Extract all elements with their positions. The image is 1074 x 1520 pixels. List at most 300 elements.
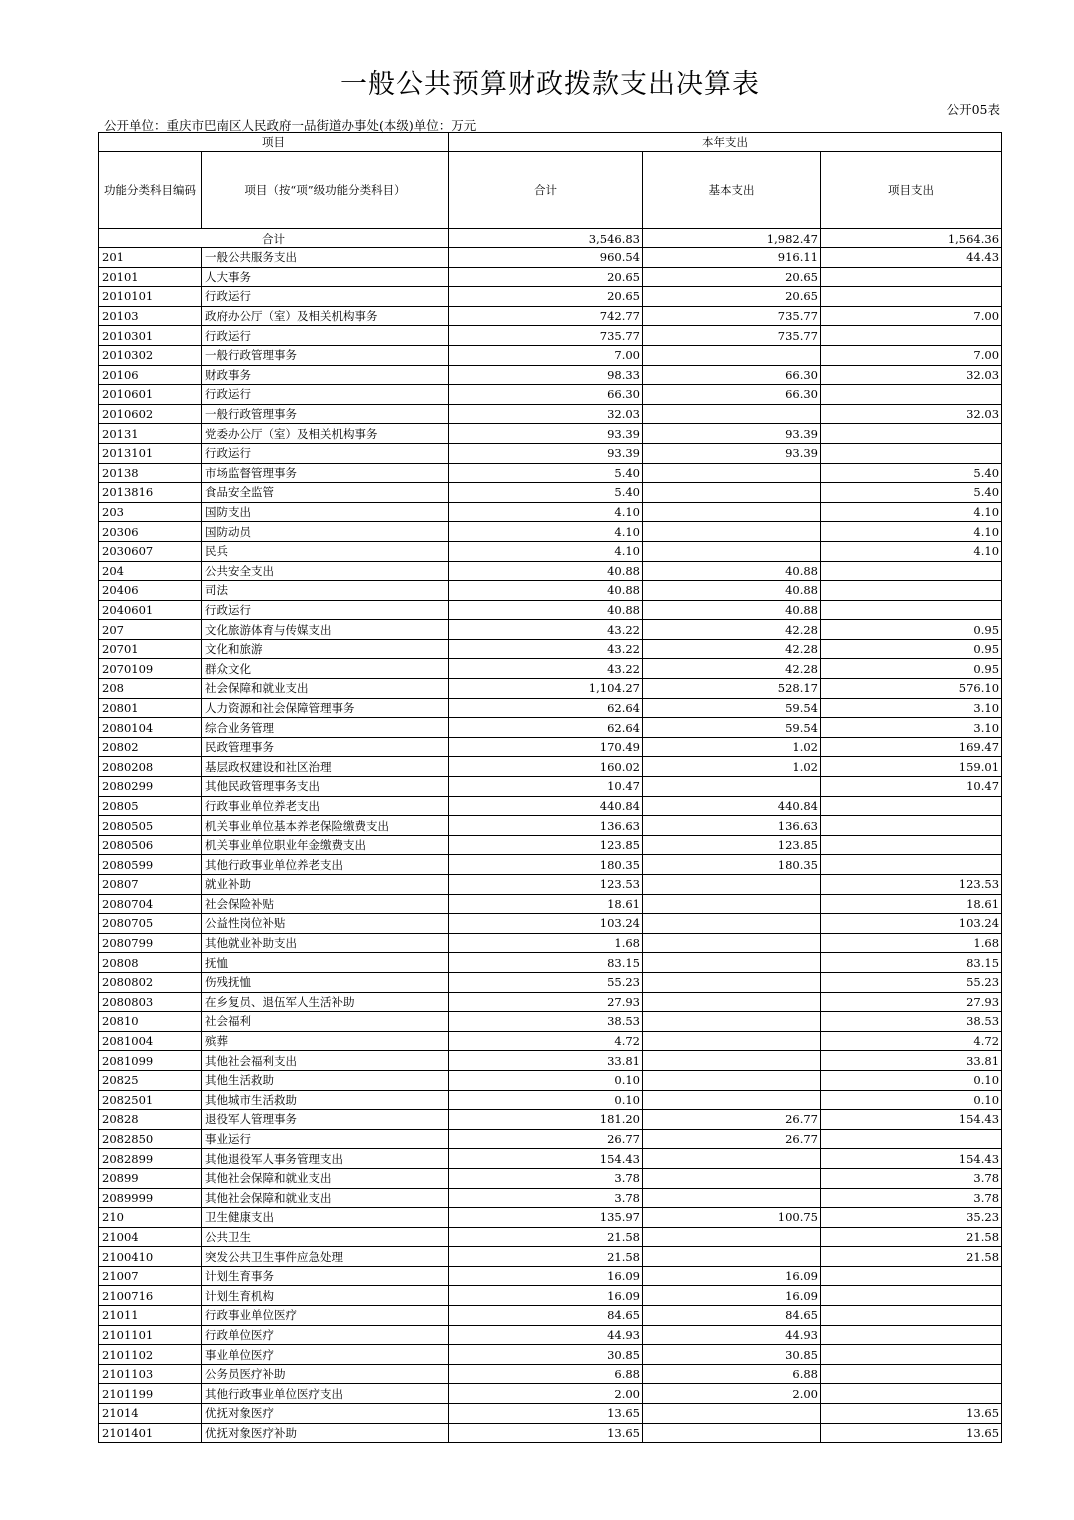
cell-name: 机关事业单位基本养老保险缴费支出	[202, 816, 449, 836]
header-current-year: 本年支出	[449, 133, 1002, 152]
total-total: 3,546.83	[449, 229, 643, 248]
cell-project: 38.53	[821, 1012, 1002, 1032]
cell-code: 21004	[99, 1227, 202, 1247]
cell-basic: 1.02	[643, 757, 821, 777]
cell-name: 卫生健康支出	[202, 1208, 449, 1228]
cell-name: 抚恤	[202, 953, 449, 973]
cell-name: 社会保障和就业支出	[202, 679, 449, 699]
cell-name: 公务员医疗补助	[202, 1364, 449, 1384]
cell-project: 576.10	[821, 679, 1002, 699]
cell-basic: 40.88	[643, 561, 821, 581]
cell-basic	[643, 541, 821, 561]
table-row	[99, 1423, 1002, 1443]
cell-total: 26.77	[449, 1129, 643, 1149]
table-row	[99, 326, 1002, 346]
cell-name: 计划生育机构	[202, 1286, 449, 1306]
header-row-2	[99, 152, 1002, 229]
cell-code: 21014	[99, 1404, 202, 1424]
cell-basic	[643, 1227, 821, 1247]
cell-total: 84.65	[449, 1306, 643, 1326]
cell-total: 40.88	[449, 561, 643, 581]
cell-code: 2080104	[99, 718, 202, 738]
cell-project: 154.43	[821, 1110, 1002, 1130]
cell-total: 170.49	[449, 737, 643, 757]
cell-name: 就业补助	[202, 875, 449, 895]
cell-basic: 26.77	[643, 1129, 821, 1149]
cell-code: 2080505	[99, 816, 202, 836]
cell-total: 4.72	[449, 1031, 643, 1051]
cell-name: 人力资源和社会保障管理事务	[202, 698, 449, 718]
cell-code: 208	[99, 679, 202, 699]
cell-code: 2030607	[99, 541, 202, 561]
table-row	[99, 1384, 1002, 1404]
cell-total: 0.10	[449, 1090, 643, 1110]
table-row	[99, 1110, 1002, 1130]
cell-total: 440.84	[449, 796, 643, 816]
total-row	[99, 229, 1002, 248]
cell-code: 20138	[99, 463, 202, 483]
cell-name: 文化旅游体育与传媒支出	[202, 620, 449, 640]
cell-name: 司法	[202, 581, 449, 601]
cell-basic	[643, 992, 821, 1012]
cell-code: 20306	[99, 522, 202, 542]
cell-code: 2080705	[99, 914, 202, 934]
cell-project: 0.10	[821, 1070, 1002, 1090]
cell-name: 优抚对象医疗补助	[202, 1423, 449, 1443]
table-row	[99, 248, 1002, 268]
cell-code: 20899	[99, 1168, 202, 1188]
cell-total: 3.78	[449, 1168, 643, 1188]
cell-name: 行政运行	[202, 443, 449, 463]
cell-code: 20825	[99, 1070, 202, 1090]
cell-project: 5.40	[821, 483, 1002, 503]
table-row	[99, 698, 1002, 718]
cell-basic: 123.85	[643, 835, 821, 855]
cell-basic	[643, 483, 821, 503]
table-row	[99, 541, 1002, 561]
table-row	[99, 933, 1002, 953]
cell-basic: 30.85	[643, 1345, 821, 1365]
cell-name: 人大事务	[202, 267, 449, 287]
cell-name: 国防支出	[202, 502, 449, 522]
cell-total: 135.97	[449, 1208, 643, 1228]
cell-basic: 440.84	[643, 796, 821, 816]
cell-code: 2089999	[99, 1188, 202, 1208]
table-row	[99, 1325, 1002, 1345]
table-row	[99, 483, 1002, 503]
cell-project: 3.10	[821, 718, 1002, 738]
total-project: 1,564.36	[821, 229, 1002, 248]
cell-total: 43.22	[449, 639, 643, 659]
cell-project: 55.23	[821, 972, 1002, 992]
cell-basic: 66.30	[643, 385, 821, 405]
table-row	[99, 1266, 1002, 1286]
cell-code: 2013101	[99, 443, 202, 463]
table-row	[99, 1168, 1002, 1188]
table-row	[99, 816, 1002, 836]
unit-org: 公开单位：重庆市巴南区人民政府一品街道办事处(本级)	[104, 118, 414, 133]
cell-basic: 84.65	[643, 1306, 821, 1326]
cell-code: 21007	[99, 1266, 202, 1286]
cell-project	[821, 326, 1002, 346]
cell-project	[821, 1286, 1002, 1306]
cell-project: 18.61	[821, 894, 1002, 914]
table-row	[99, 600, 1002, 620]
cell-project: 32.03	[821, 365, 1002, 385]
cell-code: 20801	[99, 698, 202, 718]
cell-project: 4.10	[821, 522, 1002, 542]
cell-code: 2080208	[99, 757, 202, 777]
cell-project	[821, 1325, 1002, 1345]
cell-name: 综合业务管理	[202, 718, 449, 738]
cell-basic: 20.65	[643, 287, 821, 307]
cell-code: 21011	[99, 1306, 202, 1326]
cell-total: 21.58	[449, 1227, 643, 1247]
cell-project	[821, 835, 1002, 855]
cell-project: 4.10	[821, 502, 1002, 522]
cell-project: 13.65	[821, 1404, 1002, 1424]
cell-total: 136.63	[449, 816, 643, 836]
cell-code: 203	[99, 502, 202, 522]
cell-project	[821, 1364, 1002, 1384]
cell-total: 735.77	[449, 326, 643, 346]
cell-project: 27.93	[821, 992, 1002, 1012]
cell-code: 2101401	[99, 1423, 202, 1443]
cell-name: 其他就业补助支出	[202, 933, 449, 953]
cell-project: 0.95	[821, 659, 1002, 679]
cell-project: 4.10	[821, 541, 1002, 561]
cell-total: 43.22	[449, 659, 643, 679]
cell-name: 文化和旅游	[202, 639, 449, 659]
cell-project: 35.23	[821, 1208, 1002, 1228]
cell-project: 154.43	[821, 1149, 1002, 1169]
cell-total: 83.15	[449, 953, 643, 973]
total-label: 合计	[99, 229, 449, 248]
table-row	[99, 1070, 1002, 1090]
cell-code: 2070109	[99, 659, 202, 679]
cell-total: 154.43	[449, 1149, 643, 1169]
cell-project	[821, 424, 1002, 444]
cell-basic: 42.28	[643, 620, 821, 640]
cell-code: 2082850	[99, 1129, 202, 1149]
header-project: 项目	[99, 133, 449, 152]
cell-total: 43.22	[449, 620, 643, 640]
cell-basic	[643, 875, 821, 895]
cell-name: 社会保险补贴	[202, 894, 449, 914]
table-row	[99, 1286, 1002, 1306]
table-row	[99, 835, 1002, 855]
cell-project: 5.40	[821, 463, 1002, 483]
cell-basic	[643, 522, 821, 542]
table-row	[99, 463, 1002, 483]
cell-total: 103.24	[449, 914, 643, 934]
cell-code: 204	[99, 561, 202, 581]
cell-total: 742.77	[449, 306, 643, 326]
cell-basic: 20.65	[643, 267, 821, 287]
cell-total: 10.47	[449, 777, 643, 797]
expenditure-table	[98, 132, 1002, 1443]
cell-project: 21.58	[821, 1247, 1002, 1267]
cell-total: 27.93	[449, 992, 643, 1012]
cell-total: 3.78	[449, 1188, 643, 1208]
cell-name: 其他社会福利支出	[202, 1051, 449, 1071]
cell-project: 44.43	[821, 248, 1002, 268]
cell-project: 103.24	[821, 914, 1002, 934]
cell-name: 行政运行	[202, 385, 449, 405]
table-row	[99, 424, 1002, 444]
cell-total: 4.10	[449, 502, 643, 522]
cell-project	[821, 385, 1002, 405]
cell-project: 33.81	[821, 1051, 1002, 1071]
table-row	[99, 581, 1002, 601]
cell-basic: 916.11	[643, 248, 821, 268]
cell-code: 2080704	[99, 894, 202, 914]
cell-total: 7.00	[449, 345, 643, 365]
cell-total: 62.64	[449, 718, 643, 738]
table-row	[99, 953, 1002, 973]
table-row	[99, 1345, 1002, 1365]
cell-basic	[643, 1070, 821, 1090]
cell-code: 20103	[99, 306, 202, 326]
cell-total: 5.40	[449, 483, 643, 503]
header-code: 功能分类科目编码	[99, 152, 202, 229]
cell-project: 10.47	[821, 777, 1002, 797]
table-row	[99, 894, 1002, 914]
cell-total: 2.00	[449, 1384, 643, 1404]
cell-basic: 93.39	[643, 443, 821, 463]
cell-total: 4.10	[449, 541, 643, 561]
cell-total: 33.81	[449, 1051, 643, 1071]
cell-basic: 100.75	[643, 1208, 821, 1228]
table-body	[99, 133, 1002, 1443]
cell-name: 一般行政管理事务	[202, 345, 449, 365]
table-row	[99, 659, 1002, 679]
cell-basic: 2.00	[643, 1384, 821, 1404]
cell-total: 66.30	[449, 385, 643, 405]
cell-project: 169.47	[821, 737, 1002, 757]
table-row	[99, 385, 1002, 405]
table-row	[99, 404, 1002, 424]
cell-project: 7.00	[821, 306, 1002, 326]
cell-name: 其他城市生活救助	[202, 1090, 449, 1110]
cell-code: 2010602	[99, 404, 202, 424]
cell-total: 1,104.27	[449, 679, 643, 699]
table-row	[99, 855, 1002, 875]
cell-code: 2013816	[99, 483, 202, 503]
table-row	[99, 1188, 1002, 1208]
cell-basic	[643, 502, 821, 522]
cell-code: 20101	[99, 267, 202, 287]
table-row	[99, 1247, 1002, 1267]
cell-basic: 59.54	[643, 698, 821, 718]
cell-code: 207	[99, 620, 202, 640]
cell-basic: 1.02	[643, 737, 821, 757]
cell-name: 殡葬	[202, 1031, 449, 1051]
cell-project: 3.10	[821, 698, 1002, 718]
cell-total: 62.64	[449, 698, 643, 718]
cell-code: 2010301	[99, 326, 202, 346]
cell-project: 83.15	[821, 953, 1002, 973]
cell-name: 其他民政管理事务支出	[202, 777, 449, 797]
cell-project	[821, 1129, 1002, 1149]
cell-name: 民政管理事务	[202, 737, 449, 757]
cell-code: 2101103	[99, 1364, 202, 1384]
cell-project: 13.65	[821, 1423, 1002, 1443]
cell-basic	[643, 953, 821, 973]
cell-basic: 40.88	[643, 581, 821, 601]
cell-code: 2101199	[99, 1384, 202, 1404]
cell-total: 30.85	[449, 1345, 643, 1365]
cell-code: 2101101	[99, 1325, 202, 1345]
cell-name: 计划生育事务	[202, 1266, 449, 1286]
cell-project: 3.78	[821, 1168, 1002, 1188]
header-project-exp: 项目支出	[821, 152, 1002, 229]
header-name: 项目（按“项”级功能分类科目）	[202, 152, 449, 229]
cell-basic	[643, 1404, 821, 1424]
cell-name: 行政事业单位医疗	[202, 1306, 449, 1326]
table-row	[99, 1306, 1002, 1326]
cell-basic	[643, 463, 821, 483]
cell-basic	[643, 1168, 821, 1188]
cell-code: 2040601	[99, 600, 202, 620]
cell-total: 20.65	[449, 287, 643, 307]
cell-name: 其他社会保障和就业支出	[202, 1188, 449, 1208]
cell-project	[821, 1384, 1002, 1404]
header-basic: 基本支出	[643, 152, 821, 229]
cell-total: 0.10	[449, 1070, 643, 1090]
cell-project: 7.00	[821, 345, 1002, 365]
table-row	[99, 914, 1002, 934]
cell-name: 市场监督管理事务	[202, 463, 449, 483]
cell-basic	[643, 1188, 821, 1208]
table-row	[99, 679, 1002, 699]
cell-code: 20810	[99, 1012, 202, 1032]
cell-basic	[643, 1090, 821, 1110]
cell-name: 行政运行	[202, 287, 449, 307]
cell-basic: 26.77	[643, 1110, 821, 1130]
cell-basic	[643, 1423, 821, 1443]
cell-basic	[643, 404, 821, 424]
cell-project	[821, 1266, 1002, 1286]
cell-total: 38.53	[449, 1012, 643, 1032]
cell-basic	[643, 894, 821, 914]
header-row-1	[99, 133, 1002, 152]
cell-code: 2080299	[99, 777, 202, 797]
table-row	[99, 1364, 1002, 1384]
cell-name: 行政运行	[202, 600, 449, 620]
table-row	[99, 1031, 1002, 1051]
cell-name: 公益性岗位补贴	[202, 914, 449, 934]
cell-total: 21.58	[449, 1247, 643, 1267]
cell-code: 2080803	[99, 992, 202, 1012]
cell-basic: 735.77	[643, 306, 821, 326]
cell-code: 2101102	[99, 1345, 202, 1365]
cell-project: 21.58	[821, 1227, 1002, 1247]
cell-total: 1.68	[449, 933, 643, 953]
cell-code: 2010601	[99, 385, 202, 405]
cell-code: 2100410	[99, 1247, 202, 1267]
cell-total: 13.65	[449, 1423, 643, 1443]
cell-total: 55.23	[449, 972, 643, 992]
cell-name: 食品安全监管	[202, 483, 449, 503]
table-row	[99, 777, 1002, 797]
cell-basic	[643, 1051, 821, 1071]
cell-project: 123.53	[821, 875, 1002, 895]
table-row	[99, 620, 1002, 640]
table-row	[99, 267, 1002, 287]
cell-code: 2081004	[99, 1031, 202, 1051]
cell-code: 2081099	[99, 1051, 202, 1071]
form-number: 公开05表	[946, 102, 1000, 117]
cell-project	[821, 816, 1002, 836]
cell-project: 159.01	[821, 757, 1002, 777]
cell-basic	[643, 933, 821, 953]
cell-basic: 93.39	[643, 424, 821, 444]
cell-code: 2080799	[99, 933, 202, 953]
cell-name: 公共卫生	[202, 1227, 449, 1247]
cell-code: 201	[99, 248, 202, 268]
page-title: 一般公共预算财政拨款支出决算表	[340, 69, 760, 100]
table-row	[99, 345, 1002, 365]
table-row	[99, 1208, 1002, 1228]
cell-project	[821, 287, 1002, 307]
cell-code: 2010302	[99, 345, 202, 365]
cell-total: 32.03	[449, 404, 643, 424]
cell-total: 16.09	[449, 1286, 643, 1306]
cell-project: 1.68	[821, 933, 1002, 953]
cell-total: 13.65	[449, 1404, 643, 1424]
cell-basic: 44.93	[643, 1325, 821, 1345]
cell-name: 机关事业单位职业年金缴费支出	[202, 835, 449, 855]
cell-total: 123.53	[449, 875, 643, 895]
table-row	[99, 522, 1002, 542]
cell-code: 2100716	[99, 1286, 202, 1306]
cell-name: 优抚对象医疗	[202, 1404, 449, 1424]
cell-name: 其他行政事业单位医疗支出	[202, 1384, 449, 1404]
cell-name: 其他社会保障和就业支出	[202, 1168, 449, 1188]
cell-code: 2080802	[99, 972, 202, 992]
table-row	[99, 365, 1002, 385]
table-row	[99, 1012, 1002, 1032]
table-row	[99, 1051, 1002, 1071]
cell-code: 2010101	[99, 287, 202, 307]
cell-project	[821, 561, 1002, 581]
cell-basic	[643, 1247, 821, 1267]
table-row	[99, 737, 1002, 757]
cell-code: 20701	[99, 639, 202, 659]
table-row	[99, 757, 1002, 777]
cell-basic: 59.54	[643, 718, 821, 738]
cell-basic: 528.17	[643, 679, 821, 699]
cell-code: 2082501	[99, 1090, 202, 1110]
table-row	[99, 1404, 1002, 1424]
cell-basic	[643, 972, 821, 992]
table-row	[99, 972, 1002, 992]
cell-code: 20406	[99, 581, 202, 601]
cell-project	[821, 600, 1002, 620]
cell-name: 退役军人管理事务	[202, 1110, 449, 1130]
table-row	[99, 561, 1002, 581]
cell-project	[821, 855, 1002, 875]
cell-name: 其他生活救助	[202, 1070, 449, 1090]
cell-code: 2082899	[99, 1149, 202, 1169]
cell-basic: 735.77	[643, 326, 821, 346]
cell-name: 一般公共服务支出	[202, 248, 449, 268]
cell-name: 政府办公厅（室）及相关机构事务	[202, 306, 449, 326]
cell-name: 行政事业单位养老支出	[202, 796, 449, 816]
cell-total: 180.35	[449, 855, 643, 875]
table-row	[99, 443, 1002, 463]
